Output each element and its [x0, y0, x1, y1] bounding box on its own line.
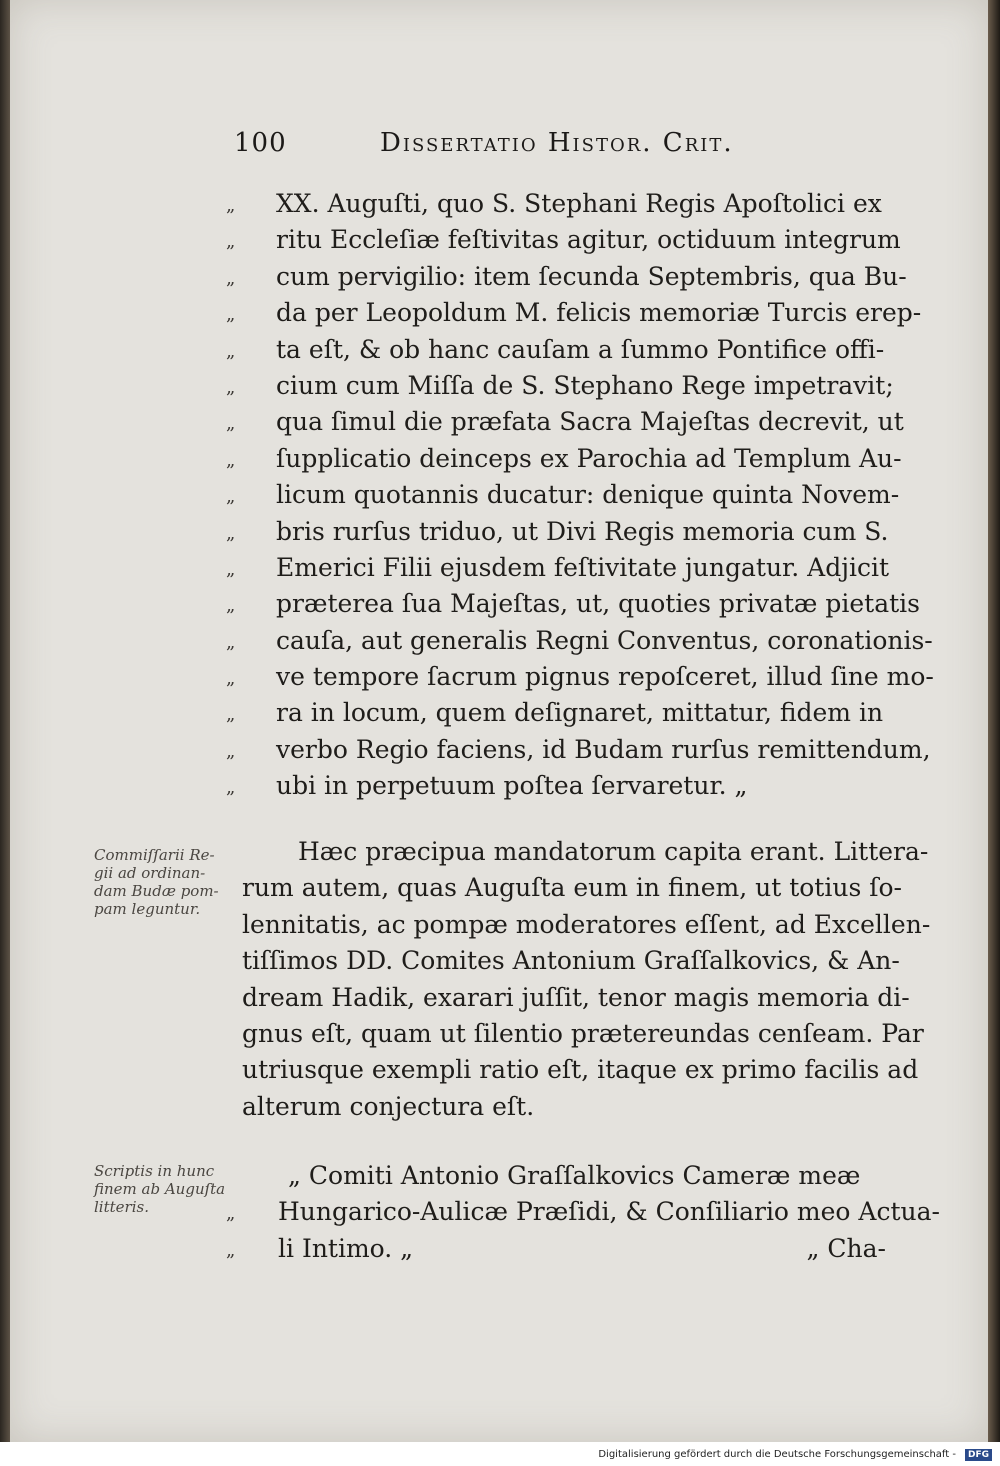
line-text: ſupplicatio deinceps ex Parochia ad Templum Au- [276, 443, 902, 473]
margin-note-line: dam Budæ pom- [94, 882, 219, 900]
text-line [226, 659, 934, 695]
line-text: Emerici Filii ejusdem feſtivitate jungatur. Adjicit [276, 552, 890, 582]
text-line: lennitatis, ac pompæ moderatores eſſent, ad Excellen- [242, 909, 931, 939]
text-line: tiſſimos DD. Comites Antonium Graſſalkovics, & An- [242, 946, 900, 976]
quote-mark: „ [226, 195, 236, 216]
line-text: li Intimo. „ [278, 1233, 414, 1263]
running-header [234, 128, 794, 168]
quote-mark: „ [226, 376, 236, 398]
text-line [226, 259, 907, 295]
text-line: rum autem, quas Auguſta eum in finem, ut totius ſo- [242, 873, 902, 903]
line-text: verbo Regio faciens, id Budam rurſus remittendum, [276, 734, 931, 764]
text-line: Hæc præcipua mandatorum capita erant. Littera- [298, 837, 929, 866]
line-text: cum pervigilio: item ſecunda Septembris, qua Bu- [276, 261, 907, 291]
margin-note-commissioners [94, 846, 244, 918]
text-line [226, 695, 894, 731]
line-text: XX. Auguſti, quo S. Stephani Regis Apoſtolici ex [276, 189, 882, 218]
line-text: ta eſt, & ob hanc cauſam a ſummo Pontifice offi- [276, 334, 885, 364]
page-number: 100 [234, 128, 287, 158]
line-text: præterea ſua Majeſtas, ut, quoties privatæ pietatis [276, 589, 920, 619]
page-edge-left [0, 0, 10, 1442]
text-line: dream Hadik, exarari juſſit, tenor magis memoria di- [242, 982, 910, 1012]
margin-note-line: finem ab Auguſta [94, 1180, 226, 1198]
funding-credit: Digitalisierung gefördert durch die Deutsche Forschungsgemeinschaft - [598, 1449, 956, 1460]
margin-note-letters [94, 1162, 244, 1216]
line-text: ubi in perpetuum poſtea ſervaretur. „ [276, 771, 748, 801]
quoted-letter [226, 1158, 940, 1267]
line-text: ve tempore ſacrum pignus repoſceret, illud ſine mo- [276, 662, 934, 692]
text-line: alterum conjectura eſt. [242, 1091, 535, 1121]
line-text: qua ſimul die præfata Sacra Majeſtas decrevit, ut [276, 407, 904, 437]
running-title: Dissertatio Histor. Crit. [380, 128, 734, 158]
line-text: ritu Eccleſiæ feſtivitas agitur, octiduum integrum [276, 225, 901, 255]
margin-note-line: Commiſſarii Re- [94, 846, 215, 864]
line-text: licum quotannis ducatur: denique quinta Novem- [276, 480, 900, 510]
line-text: cium cum Miſſa de S. Stephano Rege impetravit; [276, 370, 894, 400]
quote-mark: „ [226, 1203, 236, 1225]
quote-mark: „ [226, 340, 236, 362]
text-line [226, 222, 901, 258]
quote-mark: „ [226, 413, 236, 435]
line-text: cauſa, aut generalis Regni Conventus, coronationis- [276, 625, 933, 655]
quote-mark: „ [226, 740, 236, 762]
quote-mark: „ [226, 1239, 236, 1261]
quote-mark: „ [226, 668, 236, 690]
text-line [226, 514, 894, 550]
quote-mark: „ [226, 267, 236, 289]
text-line [226, 295, 922, 331]
line-text: da per Leopoldum M. felicis memoriæ Turcis erep- [276, 298, 922, 328]
margin-note-line: Scriptis in hunc [94, 1162, 215, 1180]
text-line [226, 332, 894, 368]
catchword: „ Cha- [806, 1233, 886, 1263]
quote-mark: „ [226, 595, 236, 617]
text-line [226, 768, 894, 804]
line-text: Hungarico-Aulicæ Præſidi, & Conſiliario meo Actua- [278, 1197, 940, 1227]
quote-mark: „ [226, 522, 236, 544]
line-text: bris rurſus triduo, ut Divi Regis memoria cum S. [276, 516, 889, 546]
line-text: „ Comiti Antonio Graſſalkovics Cameræ meæ [288, 1161, 861, 1190]
margin-note-line: gii ad ordinan- [94, 864, 206, 882]
quote-mark: „ [226, 777, 236, 799]
quote-mark: „ [226, 558, 236, 580]
quote-mark: „ [226, 304, 236, 326]
text-line [226, 441, 902, 477]
text-line [226, 1231, 894, 1267]
page-edge-right [988, 0, 1000, 1442]
text-line [226, 732, 931, 768]
quote-mark: „ [226, 631, 236, 653]
quote-mark: „ [226, 704, 236, 726]
text-line [226, 404, 904, 440]
text-line [226, 623, 933, 659]
margin-note-line: litteris. [94, 1198, 149, 1216]
quoted-decree [226, 186, 934, 805]
text-line [226, 186, 894, 222]
text-line [226, 550, 894, 586]
quote-mark: „ [226, 231, 236, 253]
line-text: ra in locum, quem deſignaret, mittatur, fidem in [276, 698, 884, 728]
text-line [226, 368, 894, 404]
text-line: gnus eſt, quam ut ſilentio prætereundas cenſeam. Par [242, 1018, 924, 1048]
text-line [226, 1158, 894, 1194]
margin-note-line: pam leguntur. [94, 900, 201, 918]
body-paragraph [242, 834, 931, 1125]
quote-mark: „ [226, 449, 236, 471]
text-line [226, 586, 920, 622]
quote-mark: „ [226, 486, 236, 508]
text-line [226, 477, 900, 513]
dfg-logo: DFG [965, 1449, 992, 1461]
text-line: utriusque exempli ratio eſt, itaque ex primo facilis ad [242, 1055, 919, 1085]
text-line [226, 1194, 940, 1230]
